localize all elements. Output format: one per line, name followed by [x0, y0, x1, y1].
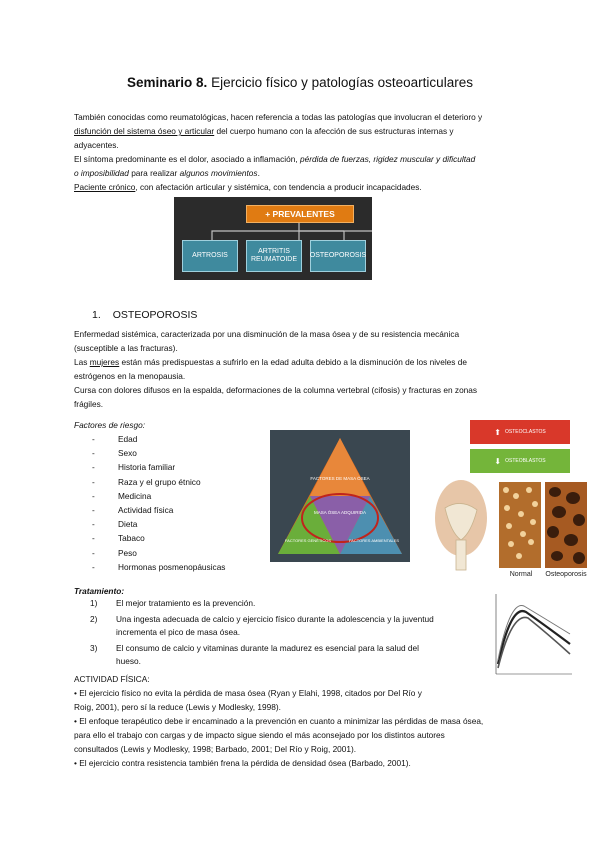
normal-label: Normal: [509, 571, 533, 578]
artrosis-box: ARTROSIS: [182, 240, 238, 272]
risk-list: [92, 432, 225, 574]
osteoporosis-label: Osteoporosis: [545, 571, 587, 578]
arrow-up-icon: ⬆: [494, 427, 501, 437]
osteoblastos-box: ⬇ OSTEOBLASTOS: [470, 449, 570, 473]
treatment-heading: Tratamiento:: [74, 586, 125, 596]
list-item: - Dieta: [92, 517, 225, 531]
list-item: - Historia familiar: [92, 460, 225, 474]
triangle-left-label: FACTORES GENÉTICOS: [284, 538, 332, 543]
bone-mass-triangle: [270, 430, 410, 562]
intro: También conocidas como reumatológicas, hacen referencia a todas las patologías que involucran el deterioro y disfunción del sistema óseo y articular del cuerpo humano con la afección de sus estructuras internas y adyacentes. El síntoma predominante es el dolor, asociado a inflamación, pérdida de fuerzas, rigidez muscular y dificultad o imposibilidad para realizar algunos movimientos. Paciente crónico, con afectación articular y sistémica, con tendencia a producir incapacidades.: [74, 112, 483, 192]
list-item: - Sexo: [92, 446, 225, 460]
prevalentes-diagram: [174, 197, 372, 280]
list-item: - Raza y el grupo étnico: [92, 475, 225, 489]
artritis-box: ARTRITIS REUMATOIDE: [246, 240, 302, 272]
list-item: - Hormonas posmenopáusicas: [92, 560, 225, 574]
section-heading: 1. OSTEOPOROSIS: [92, 309, 198, 321]
activity-section: ACTIVIDAD FÍSICA: • El ejercicio físico no evita la pérdida de masa ósea (Ryan y Elahi, 1998, citados por Del Río y Roig, 2001), pero sí la reduce (Lewis y Modlesky, 1998). • El enfoque terapéutico debe ir encaminado a la prevención en cuanto a minimizar las pérdidas de masa ósea, para ello el trabajo con cargas y de impacto sigue siendo el más aconsejado por los distintos autores consultados (Lewis y Modlesky, 1998; Barbado, 2001; Del Río y Roig, 2001). • El ejercicio contra resistencia también frena la pérdida de densidad ósea (Barbado, 2001).: [74, 672, 544, 770]
prevalentes-head: + PREVALENTES: [246, 205, 354, 223]
osteoporosis-box: OSTEOPOROSIS: [310, 240, 366, 272]
list-item: - Edad: [92, 432, 225, 446]
list-item: 1) El mejor tratamiento es la prevención.: [90, 598, 256, 608]
list-item: - Tabaco: [92, 531, 225, 545]
triangle-top-label: FACTORES DE MASA ÓSEA: [310, 476, 370, 481]
osteoclastos-box: ⬆ OSTEOCLASTOS: [470, 420, 570, 444]
page-title: Seminario 8. Ejercicio físico y patologías osteoarticulares: [127, 75, 473, 90]
list-item: - Peso: [92, 546, 225, 560]
risk-heading: Factores de riesgo:: [74, 420, 146, 430]
triangle-right-label: FACTORES AMBIENTALES: [348, 538, 400, 543]
list-item: 2) Una ingesta adecuada de calcio y ejercicio físico durante la adolescencia y la juventud incrementa el pico de masa ósea.: [90, 613, 434, 637]
osteo-cells-panel: [460, 418, 580, 478]
treatment-list: [90, 597, 460, 669]
section1-text: Enfermedad sistémica, caracterizada por una disminución de la masa ósea y de su resistencia mecánica (susceptible a las fracturas). Las mujeres están más predispuestas a sufrirlo en la edad adulta debido a la disminución de los niveles de estrógenos en la menopausia. Cursa con dolores difusos en la espalda, deformaciones de la columna vertebral (cifosis) y fracturas en zonas frágiles.: [74, 329, 478, 409]
hip-bone-image: [431, 478, 591, 578]
arrow-down-icon: ⬇: [494, 456, 502, 466]
list-item: - Medicina: [92, 489, 225, 503]
triangle-center-label: MASA ÓSEA ADQUIRIDA: [313, 510, 367, 515]
list-item: - Actividad física: [92, 503, 225, 517]
activity-heading: ACTIVIDAD FÍSICA:: [74, 674, 150, 684]
list-item: 3) El consumo de calcio y vitaminas durante la madurez es esencial para la salud del hueso.: [90, 642, 419, 666]
